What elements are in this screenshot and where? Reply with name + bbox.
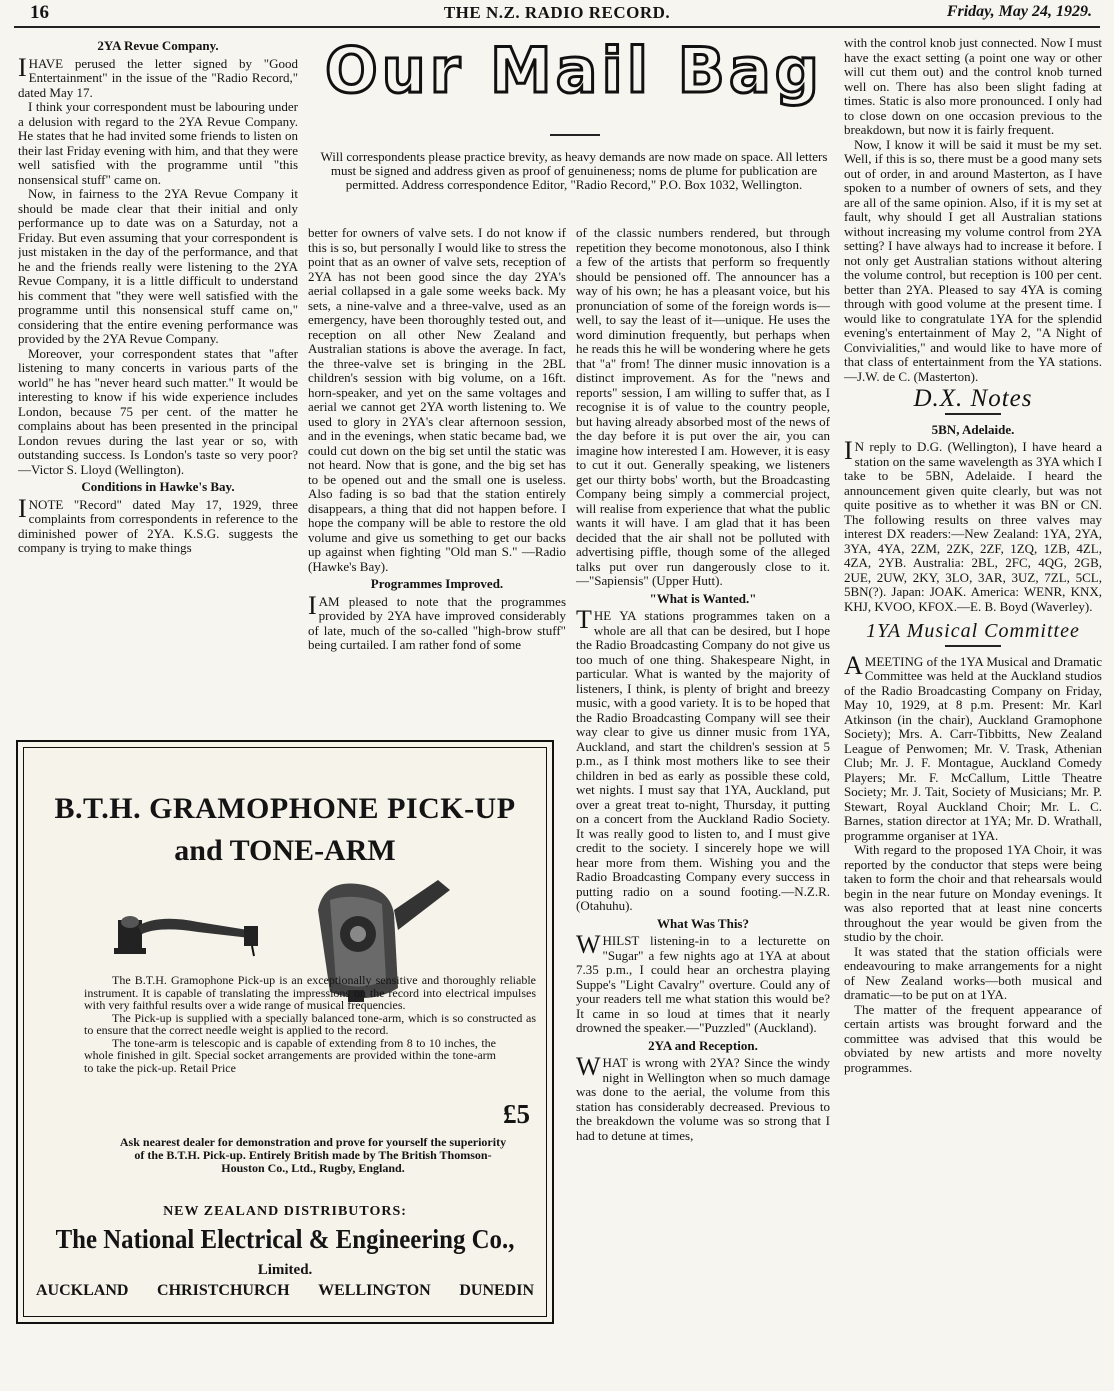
retail-price: £5 xyxy=(503,1099,530,1129)
column-3 xyxy=(576,226,830,1326)
drop-cap: W xyxy=(576,930,601,959)
publication-title: THE N.Z. RADIO RECORD. xyxy=(443,3,671,22)
ad-call-to-action: Ask nearest dealer for demonstration and prove for yourself the superiority of the B.T.H. Pick-up. Entirely British made by The British Thomson-Houston Co., Ltd., Rugby, England. xyxy=(119,1135,507,1175)
drop-cap: I xyxy=(18,493,27,523)
letter-paragraph: I N reply to D.G. (Wellington), I have heard a station on the same wavelength as 3YA which I take to be 5BN, Adelaide. I heard the announcement given quite clearly, but was not quite positive as to whether it was BN or CN. The following results on three valves may interest DX readers:—New Zealand: 1YA, 2YA, 3YA, 4YA, 2ZM, 2ZK, 2ZF, 1ZQ, 1ZB, 4ZL, 4ZA, 2YB. Australia: 2BL, 2FC, 4QG, 2GB, 2UE, 2UW, 2KY, 3LO, 3AR, 3UZ, 7ZL, 5CL, 5BN(?). Japan: JOAK. America: WENR, KNX, KHJ, KVOO, KFOX.—E. B. Boyd (Waverley). xyxy=(844,436,1102,614)
city-item: CHRISTCHURCH xyxy=(157,1282,290,1299)
tone-arm-icon xyxy=(114,916,258,956)
letter-paragraph: Now, in fairness to the 2YA Revue Company it should be made clear that their initial and only performance up to date was on a Saturday, not a Friday. But even assuming that your correspondent is just mistaken in the day of the performance, and that he and the friends really were listening to the 2YA Revue Company, it is a little difficult to understand his comment that "they were well satisfied with the programme until this nonsensical stuff came on," considering that the entire evening performance was provided by the 2YA Revue Company. xyxy=(18,186,298,346)
page-header xyxy=(14,0,1100,28)
correspondents-notice: Will correspondents please practice brevity, as heavy demands are now made on space. All letters must be signed and address given as proof of genuineness; noms de plume for publication are permitted. Address correspondence Editor, "Radio Record," P.O. Box 1032, Wellington. xyxy=(320,149,828,192)
page-number: 16 xyxy=(30,2,49,23)
dx-notes-title: D.X. Notes xyxy=(913,385,1033,412)
letter-paragraph: IHAVE perused the letter signed by "Good Entertainment" in the issue of the "Radio Record," dated May 17. xyxy=(18,52,298,100)
column-4 xyxy=(844,36,1102,1326)
ad-paragraph: The B.T.H. Gramophone Pick-up is an exceptionally sensitive and thoroughly reliable instrument. It is capable of translating the impressions on the record into electrical impulses with very faithful results over a wide range of musical frequencies. xyxy=(84,973,536,1012)
company-limited: Limited. xyxy=(257,1262,313,1278)
drop-cap: T xyxy=(576,605,592,634)
city-item: AUCKLAND xyxy=(36,1282,129,1299)
musical-committee-title: 1YA Musical Committee xyxy=(866,620,1080,642)
city-item: DUNEDIN xyxy=(459,1282,534,1299)
letter-paragraph: of the classic numbers rendered, but through repetition they become monotonous, also I think a few of the artists that perform so frequently should be pensioned off. The announcer has a way of his own; he has a pleasant voice, but his pronunciation of some of the foreign words is—well, to say the least of it—unique. He uses the word diminution frequently, but perhaps when he reads this he will be wondering where he gets that "a" from! The dinner music innovation is a distinct improvement. As for the "news and reports" session, I am willing to suffer that, as I recognise it is of value to the country people, but having already absorbed most of the news of the day before it is put over the air, you can imagine how interested I am. However, it is easy to cut it out. Generally speaking, we listeners get our thirty bobs' worth, but the Broadcasting Company being simply a commercial project, will realise from experience that what the public wants it will have. I am glad that it has been decided that the air shall not be polluted with advertising piffle, though some of the alleged talks put over run dangerously close to it.—"Sapiensis" (Upper Hutt). xyxy=(576,226,830,588)
divider xyxy=(945,413,1001,415)
ad-subheadline: and TONE-ARM xyxy=(174,834,396,867)
drop-cap: A xyxy=(844,650,863,680)
report-paragraph: The matter of the frequent appearance of certain artists was brought forward and the committee was advised that this would be obviated by new artists and more novelty programmes. xyxy=(844,1001,1102,1075)
heading-2ya-reception: 2YA and Reception. xyxy=(648,1037,758,1053)
report-paragraph: With regard to the proposed 1YA Choir, it was reported by the conductor that steps were being taken to form the choir and that rehearsals would begin in the near future on Monday evenings. It was also reported that at least nine concerts throughout the year would be given from the studio by the choir. xyxy=(844,842,1102,944)
ad-paragraph: The tone-arm is telescopic and is capable of extending from 8 to 10 inches, the whole finished in gilt. Special socket arrangements are provided within the tone-arm to take the pick-up. Retail Price xyxy=(84,1035,496,1075)
distributors-label: NEW ZEALAND DISTRIBUTORS: xyxy=(163,1204,407,1219)
letter-paragraph: IAM pleased to note that the programmes provided by 2YA have improved considerably of late, much of the so-called "high-brow stuff" being curtailed. I am rather fond of some xyxy=(308,590,566,652)
letter-paragraph: INOTE "Record" dated May 17, 1929, three complaints from correspondents in reference to the diminished power of 2YA. K.S.G. suggests the company is trying to make things xyxy=(18,493,298,555)
heading-2ya-revue: 2YA Revue Company. xyxy=(97,38,219,53)
letter-paragraph: Moreover, your correspondent states that "after listening to many concerts in various parts of the world" he has "never heard such matter." It would be interesting to know if his wide experience includes London, because 75 per cent. of the matter he complains about has been presented in the principal London revues during the last year or so, with outstanding success. Is London's taste so very poor?—Victor S. Lloyd (Wellington). xyxy=(18,345,298,477)
divider xyxy=(550,134,600,136)
mail-bag-title: Our Mail Bag xyxy=(324,34,824,107)
drop-cap: I xyxy=(308,590,317,620)
city-item: WELLINGTON xyxy=(318,1282,431,1299)
company-name: The National Electrical & Engineering Co., xyxy=(55,1224,515,1254)
heading-what-was-this: What Was This? xyxy=(656,915,749,931)
letter-paragraph: WHAT is wrong with 2YA? Since the windy night in Wellington when so much damage was done to the aerial, the volume from this station has considerably decreased. Previous to the breakdown the volume was so strong that I had to detune at times, xyxy=(576,1052,830,1143)
report-paragraph: AMEETING of the 1YA Musical and Dramatic Committee was held at the Auckland studios of the Radio Broadcasting Company on Friday, May 10, 1929, at 8 p.m. Present: Mr. Karl Atkinson (in the chair), Auckland Gramophone Society); Mrs. A. Carr-Tibbitts, New Zealand League of Penwomen; Mr. V. Trask, Athenian Club; Mr. J. F. Montague, Auckland Comedy Players; Mr. F. McCallum, Little Theatre Society; Mr. J. Tait, Society of Musicians; Mr. P. Stewart, Royal Auckland Choir; Mr. L. C. Barnes, station director at 1YA; Mr. D. Wrathall, programme organiser at 1YA. xyxy=(844,650,1102,843)
issue-date: Friday, May 24, 1929. xyxy=(946,3,1092,20)
heading-what-is-wanted: "What is Wanted." xyxy=(649,590,757,606)
report-paragraph: It was stated that the station officials were endeavouring to make arrangements for a night of New Zealand works—both musical and dramatic—to be put on at 1YA. xyxy=(844,943,1102,1002)
heading-programmes-improved: Programmes Improved. xyxy=(370,576,504,591)
ad-headline: B.T.H. GRAMOPHONE PICK-UP xyxy=(54,792,516,825)
drop-cap: I xyxy=(18,52,27,82)
drop-cap: W xyxy=(576,1052,601,1081)
letter-paragraph: with the control knob just connected. Now I must have the exact setting (a point one way or other will cut them out) and the control knob turned well on. There has also been slight fading at times. Static is also more pronounced. I only had to close down on one occasion previous to the breakdown, but now it is fairly frequent. xyxy=(844,36,1102,137)
heading-5bn-adelaide: 5BN, Adelaide. xyxy=(931,421,1015,437)
drop-cap: I xyxy=(844,436,853,465)
letter-paragraph: Now, I know it will be said it must be my set. Well, if this is so, there must be a good many sets out of order, in and around Masterton, as I have spoken to a number of owners of sets, and they are all of the same opinion. Also, if it is my set at fault, why should I get all Australian stations without increasing my volume control from 2YA setting? I have always had to increase it before. I not only get Australian stations without altering the volume control, but reception is 100 per cent. better than 2YA. Pleased to say 4YA is coming through with good volume at the present time. I would like to congratulate 1YA for the splendid evening's entertainment of May 2, "A Night of Convivialities," and would like to have more of that class of entertainment from the YA stations.—J.W. de C. (Masterton). xyxy=(844,136,1102,384)
mail-bag-masthead xyxy=(304,30,844,192)
city-list xyxy=(36,1282,534,1300)
letter-paragraph: WHILST listening-in to a lecturette on "Sugar" a few nights ago at 1YA at about 7.35 p.m., I could hear an orchestra playing Suppe's "Light Cavalry" overture. Could any of your readers tell me what station this would be? It came in so loud at times that it nearly drowned the speaker.—"Puzzled" (Auckland). xyxy=(576,930,830,1035)
ad-paragraph: The Pick-up is supplied with a specially balanced tone-arm, which is so constructed as to ensure that the correct needle weight is applied to the record. xyxy=(84,1010,536,1037)
letter-paragraph: THE YA stations programmes taken on a whole are all that can be desired, but I hope the Radio Broadcasting Company do not give us too much of one thing. Shakespeare Night, in particular. What is wanted by the majority of listeners, I think, is plenty of bright and breezy music, with a good variety. It is to be hoped that the Radio Broadcasting Company will see their way clear to give us dinner music from 1YA, Auckland, and start the children's session at 5 p.m., as I think most mothers like to see their children in bed as early as possible these cold, wet nights. I must say that 1YA, Auckland, put over a great treat to-night, Thursday, it putting on a concert from the Auckland Radio Society. It was really good to listen to, and I must give credit to the society. I sincerely hope we will hear more from them. Wishing you and the Radio Broadcasting Company every success in putting radio on a sound footing.—N.Z.R. (Otahuhu). xyxy=(576,605,830,913)
column-2 xyxy=(308,226,566,746)
bth-advertisement xyxy=(16,740,554,1324)
ad-body-text xyxy=(84,974,536,1074)
letter-paragraph: better for owners of valve sets. I do not know if this is so, but personally I would like to stress the point that as an owner of valve sets, reception of 2YA has not been good since the day 2YA's aerial collapsed in a gale some weeks back. My sets, a nine-valve and a three-valve, used as an emergency, have been thoroughly tested out, and reception on all other New Zealand and Australian stations is above the average. In fact, the three-valve set is bringing in the 2BL children's session with big volume, on a 16ft. horn-speaker, and yet on the same voltages and aerial we cannot get 2YA worth listening to. We used to glory in 2YA's clear afternoon session, and in the evenings, when static became bad, we could cut down on the big set until the static was not heard. Now that is gone, and the big set has to be opened out and the small one is useless. Also fading is so bad that the station entirely disappears, a thing that did not happen before. I hope the company will be able to restore the old volume and give us something to get our backs up against when fighting "Old man S." —Radio (Hawke's Bay). xyxy=(308,226,566,574)
divider xyxy=(945,645,1001,647)
letter-paragraph: I think your correspondent must be labouring under a delusion with regard to the 2YA Revue Company. He states that he had invited some friends to listen on their last Friday evening with him, and that they were well satisfied with the programme until "this nonsensical stuff" came on. xyxy=(18,99,298,187)
column-1 xyxy=(18,36,298,726)
heading-hawkes-bay: Conditions in Hawke's Bay. xyxy=(81,479,235,494)
